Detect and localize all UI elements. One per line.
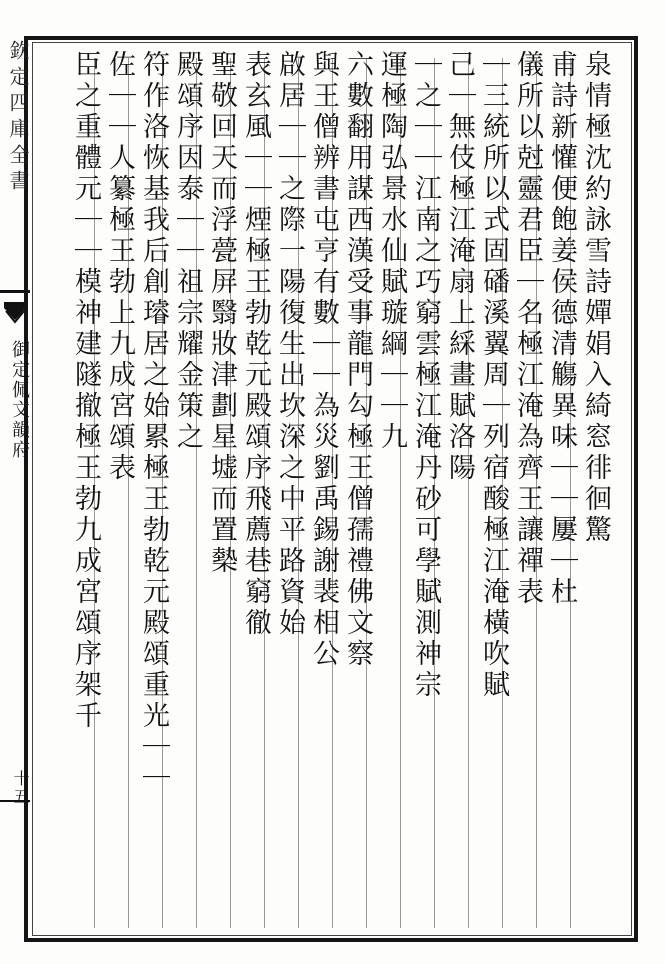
text-column: 運極陶弘景水仙賦璇綱｜｜九 [376,50,407,453]
text-column: 泉情極沈約詠雪詩嬋娟入綺窓徘徊驚 [580,50,611,546]
text-column: 六數翻用謀西漢受事龍門勾極王僧孺禮佛文察 [342,50,373,670]
text-column: 己｜無伎極江淹扇上綵畫賦洛陽 [444,50,475,484]
text-column: ｜之｜｜江南之巧窮雲極江淹丹砂可學賦測神宗 [410,50,441,701]
text-column: 表玄風｜｜煙極王勃乾元殿頌序飛薦巷窮徹 [240,50,271,639]
collection-title: 欽定四庫全書 [6,40,30,196]
spine-margin [0,40,32,900]
page-number: 十五 [11,770,30,806]
text-columns [58,50,618,930]
text-column: 佐｜｜人纂極王勃上九成宮頌表 [104,50,135,484]
fishtail-mark-icon [4,302,26,328]
spine-rule-top [0,290,30,293]
text-column: 儀所以尅靈君臣｜名極江淹為齊王讓禪表 [512,50,543,608]
text-column: 啟居｜｜之際一陽復生出坎深之中平路資始 [274,50,305,639]
text-column: 甫詩新懽便飽姜侯德清觴異味｜｜屢｜杜 [546,50,577,608]
spine-rule-bottom [0,800,30,802]
text-column: 符作洛恢基我后創璿居之始累極王勃乾元殿頌重光｜｜ [138,50,169,794]
text-column: 臣之重體元｜｜模神建隧撤極王勃九成宮頌序架千 [70,50,101,732]
text-column: 與王僧辨書屯亨有數｜｜為災劉禹錫謝裴相公 [308,50,339,670]
book-title: 御定佩文韻府 [9,340,30,460]
text-column: ｜三統所以式固磻溪翼周｜列宿酸極江淹橫吹賦 [478,50,509,701]
text-column: 殿頌序因泰｜｜祖宗耀金策之 [172,50,203,453]
text-column: 聖敬回天而浮甍屏翳妝津劃星墟而置槷 [206,50,237,577]
